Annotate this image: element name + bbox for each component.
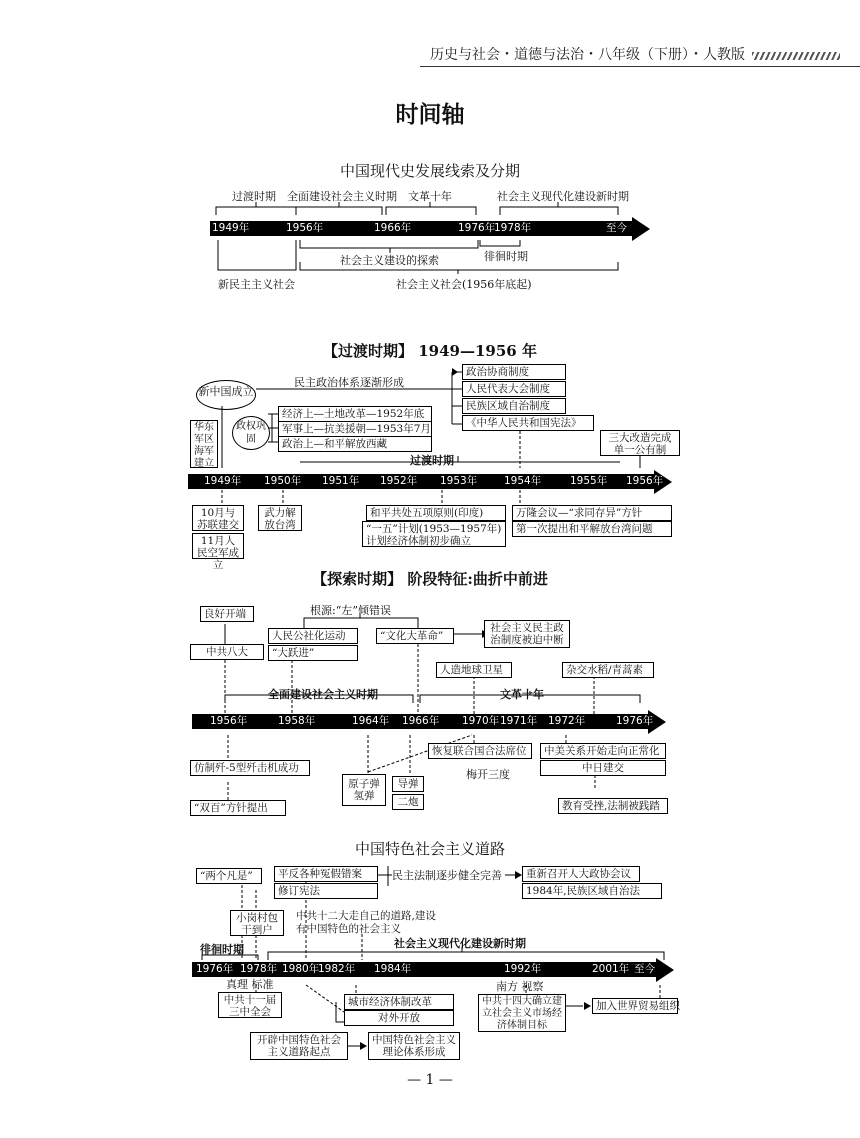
consolidate-item: 政治上—和平解放西藏	[278, 436, 432, 452]
full-construction-label: 全面建设社会主义时期	[268, 688, 378, 701]
us-relations-box: 中美关系开始走向正常化	[540, 743, 666, 759]
year-label: 1984年	[374, 963, 412, 975]
section1-title: 中国现代史发展线索及分期	[339, 162, 520, 180]
cultural-decade-label: 文革十年	[500, 688, 544, 701]
consolidate-oval: 政权巩固	[232, 416, 270, 450]
year-label: 1978年	[494, 222, 532, 234]
year-label: 1976年	[196, 963, 234, 975]
year-label: 1966年	[374, 222, 412, 234]
j5-fighter-box: 仿制歼-5型歼击机成功	[190, 760, 310, 776]
theory-system-box: 中国特色社会主义理论体系形成	[368, 1032, 460, 1060]
year-label: 1956年	[626, 475, 664, 487]
second-artillery-box: 二炮	[392, 794, 424, 810]
year-label: 1954年	[504, 475, 542, 487]
year-label: 1976年	[458, 222, 496, 234]
system-box: 民族区域自治制度	[462, 398, 566, 414]
year-label: 1955年	[570, 475, 608, 487]
new-china-oval: 新中国成立	[196, 380, 256, 410]
timeline-bar-1	[210, 221, 634, 236]
five-year-plan-box: “一五”计划(1953—1957年)计划经济体制初步确立	[362, 521, 506, 547]
east-china-navy-box: 华东军区海军建立	[190, 420, 218, 468]
section2-title: 【过渡时期】 1949—1956 年	[323, 342, 537, 360]
year-label: 1964年	[352, 715, 390, 727]
year-label: 1949年	[212, 222, 250, 234]
year-label: 1970年	[462, 715, 500, 727]
system-box: 《中华人民共和国宪法》	[462, 415, 594, 431]
atomic-bomb-box: 原子弹氢弹	[342, 774, 386, 806]
bandung-box: 万隆会议—“求同存异”方针	[512, 505, 672, 521]
missile-box: 导弹	[392, 776, 424, 792]
year-label: 1992年	[504, 963, 542, 975]
page-title: 时间轴	[395, 101, 465, 128]
three-reforms-box: 三大改造完成单一公有制	[600, 430, 680, 456]
twelfth-congress-label: 中共十二大走自己的道路,建设有中国特色的社会主义	[296, 910, 436, 935]
year-label: 1978年	[240, 963, 278, 975]
hesitation-label: 徘徊时期	[484, 250, 528, 263]
hybrid-rice-box: 杂交水稻/青蒿素	[562, 662, 654, 678]
system-box: 人民代表大会制度	[462, 381, 566, 397]
fourteenth-congress-box: 中共十四大确立建立社会主义市场经济体制目标	[478, 994, 566, 1032]
five-principles-box: 和平共处五项原则(印度)	[366, 505, 506, 521]
year-label: 1971年	[500, 715, 538, 727]
section3-title: 【探索时期】 阶段特征:曲折中前进	[312, 570, 548, 588]
year-label: 至今	[606, 222, 627, 234]
autonomy-law-box: 1984年,民族区域自治法	[522, 883, 662, 899]
section4-title: 中国特色社会主义道路	[354, 840, 505, 858]
hesitation-period-label: 徘徊时期	[200, 943, 244, 956]
soviet-relations-box: 10月与苏联建交	[192, 505, 244, 531]
consolidate-item: 军事上—抗美援朝—1953年7月	[278, 421, 432, 437]
year-label: 1976年	[616, 715, 654, 727]
great-leap-box: “大跃进”	[268, 645, 358, 661]
wto-box: 加入世界贸易组织	[592, 998, 678, 1014]
consolidate-item: 经济上—土地改革—1952年底	[278, 406, 432, 422]
plum-label: 梅开三度	[466, 768, 510, 781]
japan-relations-box: 中日建交	[540, 760, 666, 776]
system-box: 政治协商制度	[462, 364, 566, 380]
root-cause-label: 根源:“左”倾错误	[310, 604, 391, 617]
road-start-box: 开辟中国特色社会主义道路起点	[250, 1032, 348, 1060]
period-modernization: 社会主义现代化建设新时期	[497, 190, 629, 203]
year-label: 1952年	[380, 475, 418, 487]
cultural-revolution-box: “文化大革命”	[376, 628, 454, 644]
page-number: — 1 —	[407, 1072, 453, 1088]
year-label: 1956年	[286, 222, 324, 234]
southern-tour-label: 南方 视察	[496, 980, 544, 993]
revise-constitution-box: 修订宪法	[274, 883, 378, 899]
new-period-label: 社会主义现代化建设新时期	[394, 937, 526, 950]
taiwan-force-box: 武力解放台湾	[258, 505, 302, 531]
democratic-system-label: 民主政治体系逐渐形成	[294, 376, 404, 389]
rehabilitate-box: 平反各种冤假错案	[274, 866, 378, 882]
eighth-congress-box: 中共八大	[190, 644, 264, 660]
year-label: 1980年	[282, 963, 320, 975]
year-label: 至今	[634, 963, 655, 975]
air-force-box: 11月人民空军成立	[192, 533, 244, 559]
period-transition: 过渡时期	[232, 190, 276, 203]
democracy-interrupted-box: 社会主义民主政治制度被迫中断	[484, 620, 570, 648]
year-label: 1951年	[322, 475, 360, 487]
new-democracy-label: 新民主主义社会	[218, 278, 295, 291]
opening-up-box: 对外开放	[344, 1010, 454, 1026]
timeline-arrow-1	[632, 217, 650, 241]
good-start-box: 良好开端	[200, 606, 254, 622]
commune-box: 人民公社化运动	[268, 628, 358, 644]
double-hundred-box: “双百”方针提出	[190, 800, 286, 816]
un-seat-box: 恢复联合国合法席位	[428, 743, 532, 759]
timeline-arrow-4	[656, 958, 674, 982]
exploration-label: 社会主义建设的探索	[340, 254, 439, 267]
education-box: 教育受挫,法制被践踏	[558, 798, 668, 814]
year-label: 1972年	[548, 715, 586, 727]
urban-reform-box: 城市经济体制改革	[344, 994, 454, 1010]
xiaogang-box: 小岗村包干到户	[230, 910, 284, 936]
satellite-box: 人造地球卫星	[436, 662, 512, 678]
year-label: 1956年	[210, 715, 248, 727]
two-whatevers-box: “两个凡是”	[196, 868, 262, 884]
reconvene-box: 重新召开人大政协会议	[522, 866, 640, 882]
year-label: 2001年	[592, 963, 630, 975]
socialist-society-label: 社会主义社会(1956年底起)	[396, 278, 532, 291]
year-label: 1966年	[402, 715, 440, 727]
year-label: 1950年	[264, 475, 302, 487]
transition-period-label: 过渡时期	[410, 454, 454, 467]
legal-system-label: 民主法制逐步健全完善	[392, 869, 502, 882]
peaceful-taiwan-box: 第一次提出和平解放台湾问题	[512, 521, 672, 537]
period-full-construction: 全面建设社会主义时期	[287, 190, 397, 203]
third-plenum-box: 中共十一届三中全会	[218, 992, 282, 1018]
year-label: 1949年	[204, 475, 242, 487]
year-label: 1953年	[440, 475, 478, 487]
period-cultural-revolution: 文革十年	[408, 190, 452, 203]
year-label: 1958年	[278, 715, 316, 727]
truth-criterion-label: 真理 标准	[226, 978, 274, 991]
year-label: 1982年	[318, 963, 356, 975]
page-header: 历史与社会・道德与法治・八年级（下册）・人教版	[430, 47, 745, 63]
